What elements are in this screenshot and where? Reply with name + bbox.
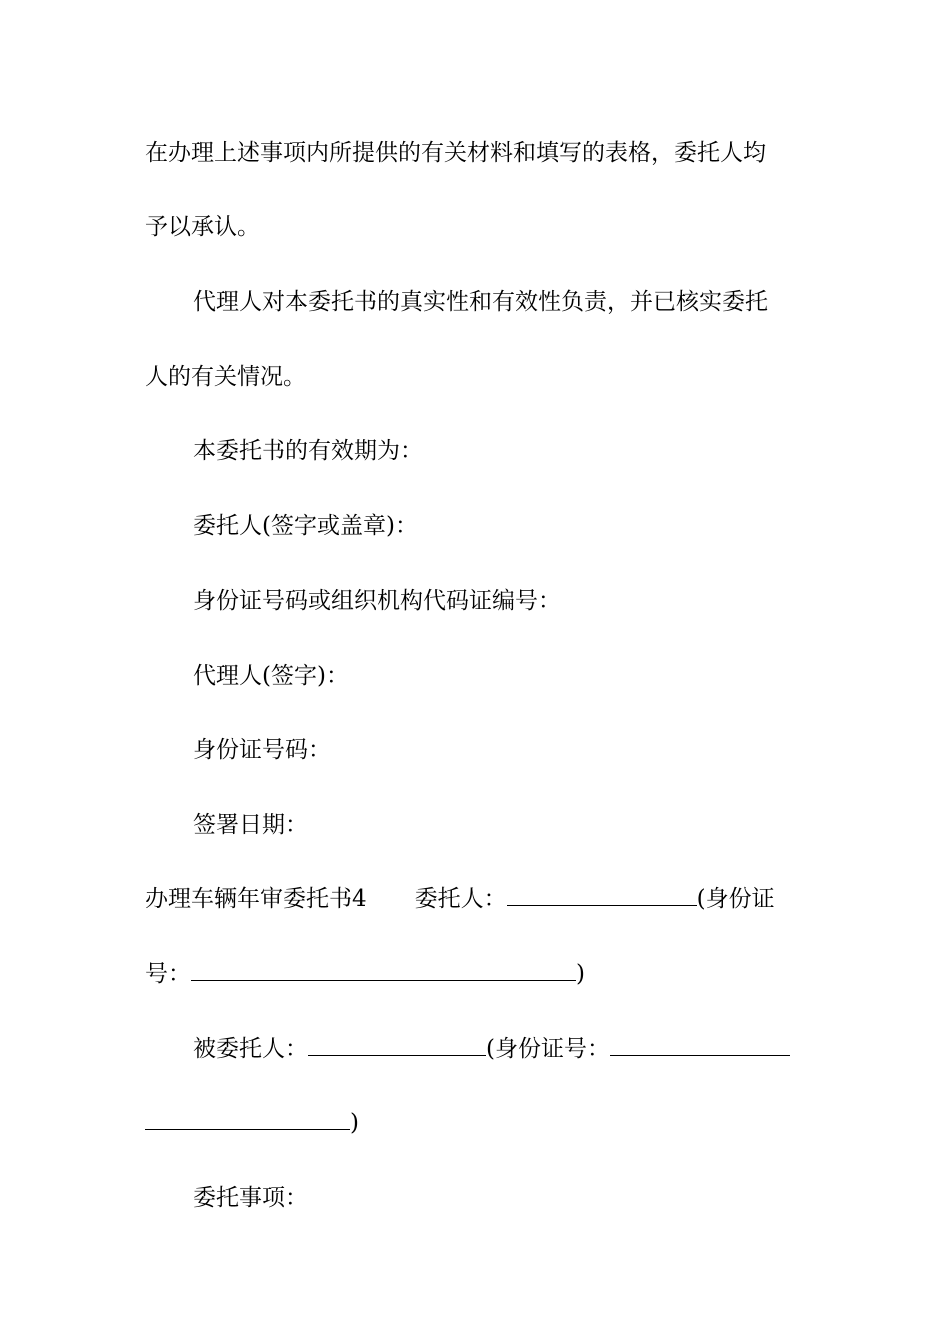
agent-id-label: (身份证号：: [486, 1036, 610, 1062]
section-title: 办理车辆年审委托书4: [145, 886, 367, 912]
id-or-org-code-label: 身份证号码或组织机构代码证编号：: [193, 588, 561, 614]
principal-id-line: [145, 959, 825, 989]
paragraph-line: 人的有关情况。: [145, 364, 306, 390]
principal-label: 委托人：: [414, 886, 507, 912]
close-paren: ): [576, 961, 585, 987]
agent-id-cont-line: [145, 1108, 825, 1138]
matters-label: 委托事项：: [193, 1185, 308, 1211]
section-heading-line: [145, 884, 825, 914]
id-number-label: 身份证号码：: [193, 737, 331, 763]
principal-name-blank[interactable]: [507, 885, 697, 906]
paragraph-line: 予以承认。: [145, 214, 260, 240]
agent-name-blank[interactable]: [308, 1035, 486, 1056]
sign-date-label: 签署日期：: [193, 812, 308, 838]
agent-label: 被委托人：: [193, 1036, 308, 1062]
paragraph-line: 在办理上述事项内所提供的有关材料和填写的表格，委托人均: [145, 140, 766, 166]
agent-sign-label: 代理人(签字)：: [193, 663, 349, 689]
validity-label: 本委托书的有效期为：: [193, 438, 423, 464]
paragraph-line: 代理人对本委托书的真实性和有效性负责，并已核实委托: [193, 289, 768, 315]
principal-id-blank[interactable]: [191, 960, 576, 981]
agent-line: [193, 1034, 825, 1064]
id-open-paren: (身份证: [696, 886, 775, 912]
agent-id-blank-cont[interactable]: [145, 1109, 350, 1130]
id-label-cont: 号：: [145, 961, 191, 987]
principal-sign-label: 委托人(签字或盖章)：: [193, 513, 418, 539]
close-paren: ): [350, 1110, 359, 1136]
agent-id-blank[interactable]: [610, 1035, 790, 1056]
